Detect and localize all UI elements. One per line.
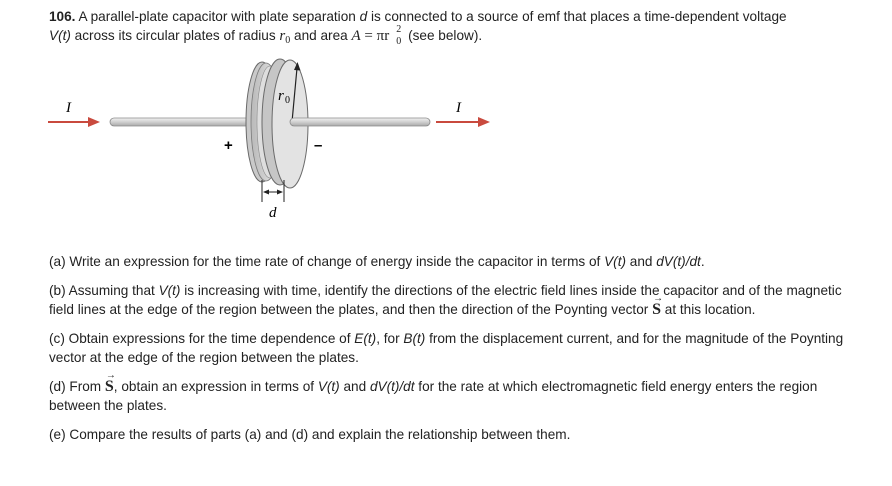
var-et: E(t)	[354, 331, 377, 346]
problem-text: and area	[290, 28, 352, 43]
separation-label: d	[269, 205, 277, 221]
capacitor-figure	[48, 52, 508, 232]
part-e	[49, 425, 859, 444]
problem-text: A parallel-plate capacitor with plate separation	[75, 9, 360, 24]
radius-subscript: 0	[285, 95, 290, 106]
part-a	[49, 252, 859, 271]
var-dvdt: dV(t)/dt	[369, 379, 415, 394]
part-c-text: from the displacement current, and for the magnitude of the Poynting vector at the edge of the region between the plates.	[49, 331, 844, 365]
part-e-text: (e) Compare the results of parts (a) and (d) and explain the relationship between them.	[49, 427, 571, 442]
var-dvdt: dV(t)/dt	[656, 254, 701, 269]
part-c	[49, 329, 859, 367]
sup-sub	[389, 26, 404, 45]
part-d	[49, 377, 859, 415]
var-vt: V(t)	[49, 28, 71, 43]
var-bt: B(t)	[403, 331, 426, 346]
problem-text: (see below).	[404, 28, 483, 43]
var-r: r	[279, 28, 286, 44]
minus-sign: –	[314, 137, 323, 154]
superscript-two: 2	[396, 24, 402, 35]
wire-right	[290, 118, 430, 126]
part-b	[49, 281, 859, 319]
problem-statement	[49, 7, 869, 50]
wire-left	[110, 118, 260, 126]
part-b-text: at this location.	[660, 302, 756, 317]
part-d-text: and	[339, 379, 370, 394]
part-b-text: (b) Assuming that	[49, 283, 159, 298]
poynting-vector-symbol: → S	[105, 377, 114, 396]
part-a-text: (a) Write an expression for the time rate of change of energy inside the capacitor in terms of	[49, 254, 605, 269]
var-vt: V(t)	[604, 254, 627, 269]
part-d-text: (d) From	[49, 379, 105, 394]
part-b-text: is increasing with time, identify the directions of the electric field lines inside the capacitor and of the magnetic field lines at the edge of the region between the plates, and then the direction of the Poynting vector	[49, 283, 842, 317]
current-arrow-right	[436, 117, 490, 127]
radius-label: r	[278, 88, 284, 104]
problem-number: 106.	[49, 9, 76, 24]
var-vt: V(t)	[158, 283, 181, 298]
subscript-zero: 0	[285, 35, 291, 46]
current-arrow-left	[48, 117, 100, 127]
current-label-left: I	[66, 100, 71, 116]
part-d-text: , obtain an expression in terms of	[113, 379, 318, 394]
poynting-vector-symbol: → S	[652, 300, 661, 319]
area-equation: = πr	[360, 28, 390, 44]
part-a-text: and	[626, 254, 657, 269]
var-a: A	[351, 28, 361, 44]
subscript-zero: 0	[396, 36, 402, 47]
var-vt: V(t)	[317, 379, 340, 394]
part-d-text: for the rate at which electromagnetic field energy enters the region between the plates.	[49, 379, 818, 413]
plus-sign: +	[224, 137, 233, 154]
part-c-text: , for	[376, 331, 404, 346]
var-d: d	[359, 9, 368, 24]
current-label-right: I	[456, 100, 461, 116]
part-c-text: (c) Obtain expressions for the time dependence of	[49, 331, 355, 346]
part-a-text: .	[700, 254, 705, 269]
problem-text: across its circular plates of radius	[70, 28, 280, 43]
question-parts	[49, 252, 859, 454]
problem-text: is connected to a source of emf that places a time-dependent voltage	[367, 9, 787, 24]
